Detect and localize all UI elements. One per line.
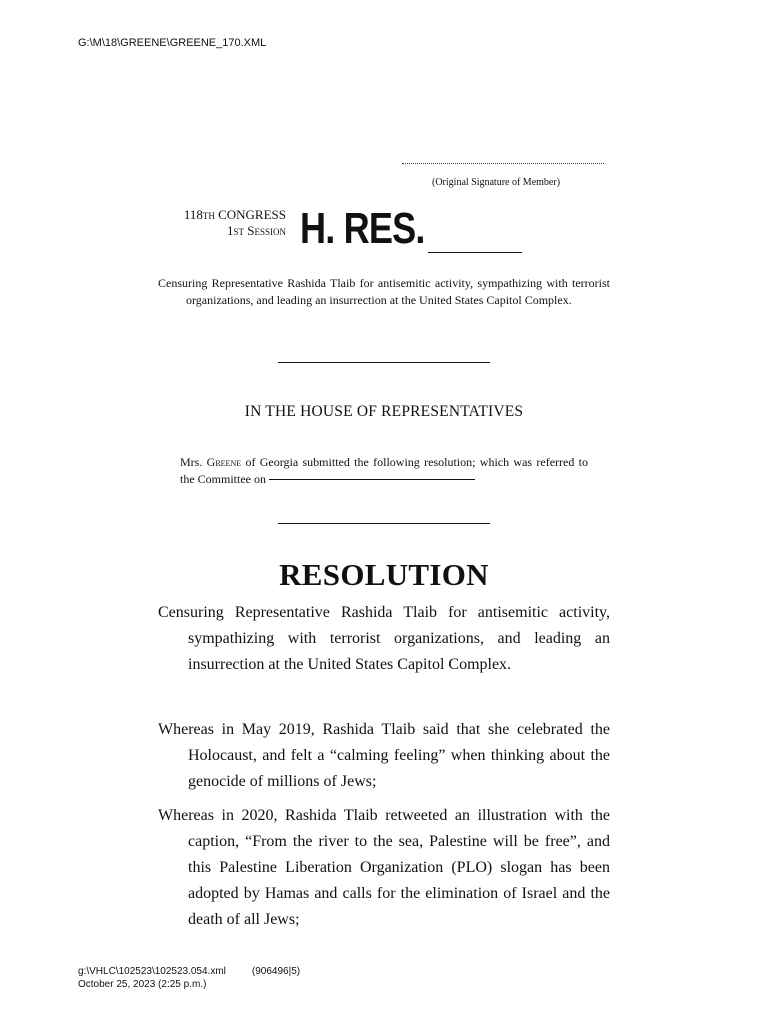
whereas-clause-text: Whereas in May 2019, Rashida Tlaib said that she celebrated the Holocaust, and felt a “calming feeling” when thinking about the genocide of millions of Jews; [158, 721, 610, 790]
footer-doc-id: (906496|5) [251, 966, 301, 977]
bill-type-heading: H. RES. [300, 204, 425, 253]
signature-caption: (Original Signature of Member) [432, 177, 561, 188]
sponsor-name: Greene [206, 455, 242, 469]
congress-session-block [158, 207, 286, 239]
submission-text: of Georgia submitted the following resolution; which was referred to the Committee on [180, 455, 589, 486]
bill-number-blank [428, 252, 522, 253]
resolution-heading: RESOLUTION [279, 557, 489, 592]
resolution-title-text: Censuring Representative Rashida Tlaib for antisemitic activity, sympathizing with terrorist organizations, and leading an insurrection at the United States Capitol Complex. [158, 604, 610, 673]
resolution-title [158, 600, 610, 678]
session-line: 1st Session [227, 223, 286, 238]
sponsor-prefix: Mrs. [180, 455, 203, 469]
chamber-heading: IN THE HOUSE OF REPRESENTATIVES [244, 403, 524, 420]
divider-rule-top [278, 362, 490, 363]
short-title [158, 275, 610, 309]
submission-statement [180, 454, 588, 488]
footer-doc-path: g:\VHLC\102523\102523.054.xml [78, 966, 226, 977]
whereas-clause [158, 717, 610, 795]
divider-rule-bottom [278, 523, 490, 524]
whereas-clause [158, 803, 610, 933]
short-title-text: Censuring Representative Rashida Tlaib for antisemitic activity, sympathizing with terrorist organizations, and leading an insurrection at the United States Capitol Complex. [158, 276, 610, 307]
document-footer [78, 965, 300, 991]
whereas-clause-text: Whereas in 2020, Rashida Tlaib retweeted an illustration with the caption, “From the river to the sea, Palestine will be free”, and this Palestine Liberation Organization (PLO) slogan has been adopted by Hamas and calls for the elimination of Israel and the death of all Jews; [158, 807, 610, 928]
congress-line: 118th CONGRESS [183, 207, 286, 222]
signature-line [402, 163, 604, 164]
file-path-header: G:\M\18\GREENE\GREENE_170.XML [78, 37, 267, 49]
committee-blank [269, 479, 475, 480]
footer-timestamp: October 25, 2023 (2:25 p.m.) [78, 979, 207, 990]
